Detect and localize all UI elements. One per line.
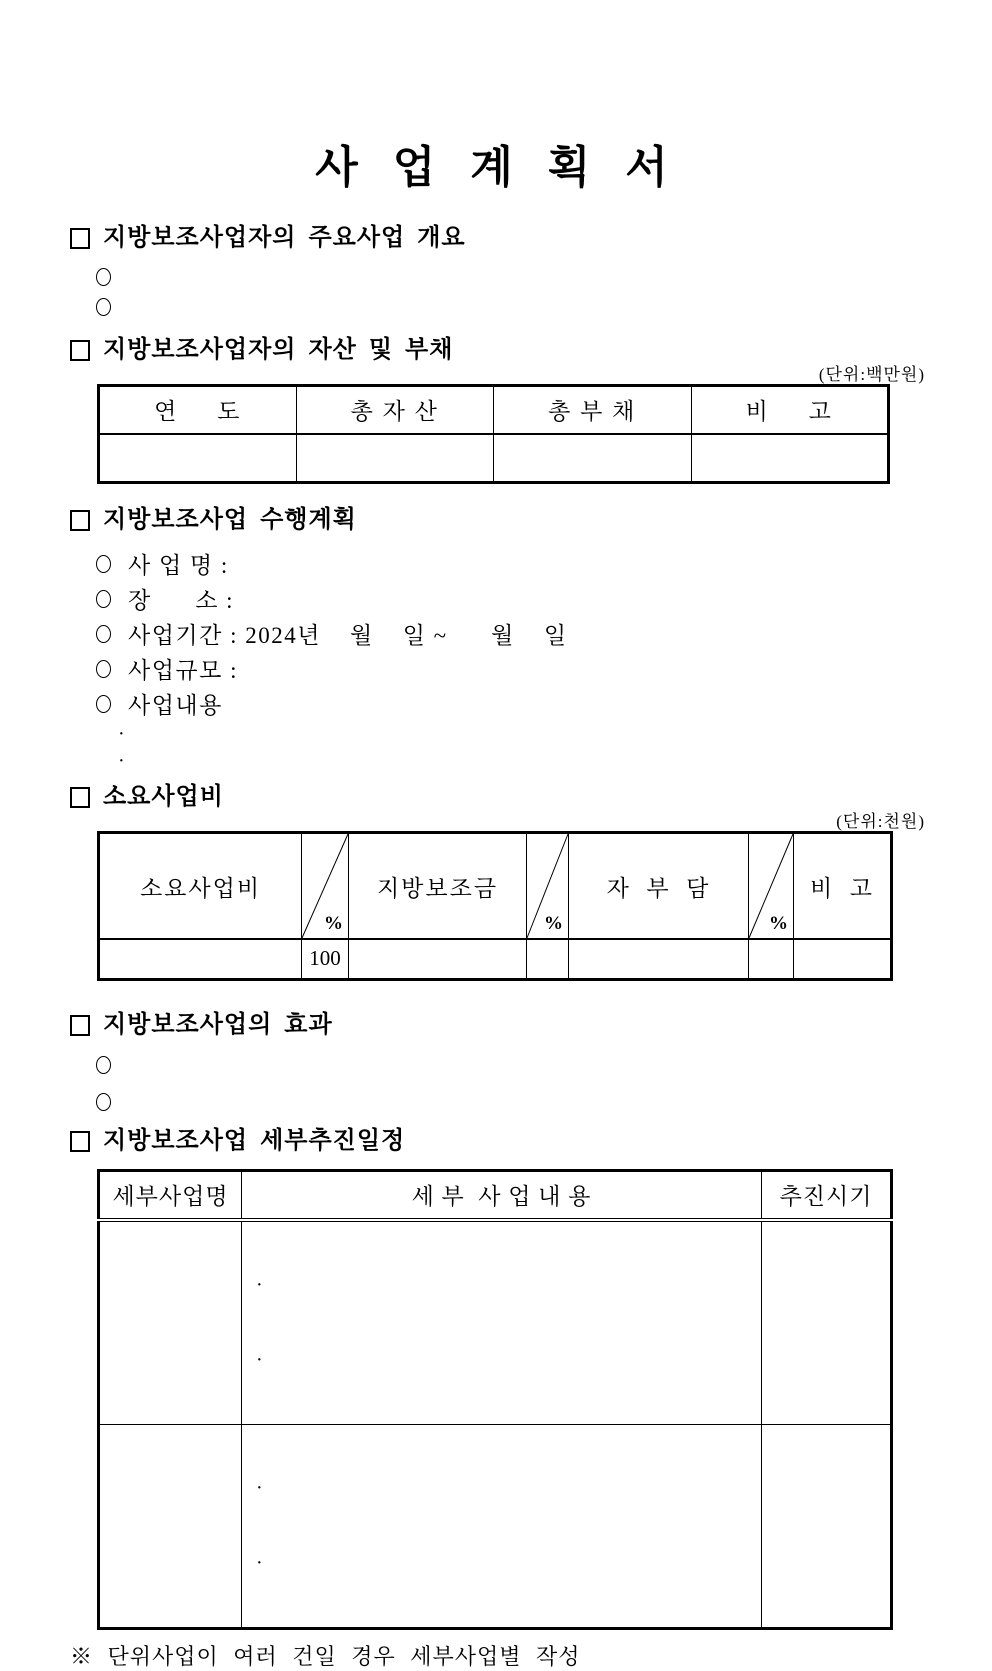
plan-item-period[interactable]: [70, 616, 925, 651]
plan-item-place-label: 장 소 :: [128, 588, 235, 613]
square-checkbox-icon: [70, 340, 90, 361]
schedule-table-row-1: [99, 1220, 892, 1425]
budget-header-own-funds: 자 부 담: [569, 833, 749, 940]
circle-bullet-icon: [96, 268, 111, 286]
circle-bullet-icon: [96, 555, 111, 573]
budget-cell-note[interactable]: [794, 939, 892, 979]
budget-cell-percent-2[interactable]: [527, 939, 569, 979]
footnote: ※ 단위사업이 여러 건일 경우 세부사업별 작성: [70, 1644, 581, 1669]
section-effect-label: 지방보조사업의 효과: [103, 1011, 333, 1038]
assets-unit-label: (단위:백만원): [818, 365, 925, 384]
effect-bullet-line-1[interactable]: [70, 1047, 925, 1084]
budget-cell-cost[interactable]: [99, 939, 302, 979]
schedule-cell-detail-1[interactable]: [242, 1220, 762, 1425]
plan-item-content-label: 사업내용: [128, 693, 223, 718]
assets-cell-total-debt[interactable]: [494, 434, 692, 483]
plan-item-period-label: 사업기간 : 2024년 월 일 ~ 월 일: [128, 623, 568, 648]
section-budget-heading: [70, 783, 925, 811]
assets-header-total-debt: 총 부 채: [494, 386, 692, 434]
schedule-cell-subname-1[interactable]: [99, 1220, 242, 1425]
schedule-table-row-2: [99, 1425, 892, 1629]
schedule-cell-subname-2[interactable]: [99, 1425, 242, 1629]
budget-cell-own-funds[interactable]: [569, 939, 749, 979]
budget-header-subsidy: 지방보조금: [349, 833, 527, 940]
section-schedule-label: 지방보조사업 세부추진일정: [103, 1127, 406, 1154]
square-checkbox-icon: [70, 510, 90, 531]
plan-item-name[interactable]: [70, 546, 925, 581]
assets-cell-year[interactable]: [99, 434, 297, 483]
page-title: 사 업 계 획 서: [315, 143, 680, 192]
assets-header-total-assets: 총 자 산: [296, 386, 494, 434]
plan-content-dot-2[interactable]: [70, 748, 925, 775]
section-budget-label: 소요사업비: [103, 784, 224, 810]
overview-bullet-line-1[interactable]: [70, 262, 925, 292]
circle-bullet-icon: [96, 590, 111, 608]
effect-bullet-line-2[interactable]: [70, 1084, 925, 1121]
circle-bullet-icon: [96, 625, 111, 643]
middle-dot-icon: ·: [256, 1274, 263, 1296]
schedule-table-header-row: [99, 1170, 892, 1220]
square-checkbox-icon: [70, 787, 90, 808]
percent-sign: %: [769, 913, 788, 934]
middle-dot-icon: ·: [256, 1552, 263, 1574]
percent-sign: %: [544, 913, 563, 934]
budget-cell-percent-1[interactable]: 100: [302, 939, 349, 979]
middle-dot-icon: ·: [118, 750, 125, 772]
plan-item-place[interactable]: [70, 581, 925, 616]
assets-cell-note[interactable]: [691, 434, 889, 483]
assets-header-note: 비 고: [691, 386, 889, 434]
section-assets-label: 지방보조사업자의 자산 및 부채: [103, 337, 454, 363]
schedule-header-subname: 세부사업명: [99, 1170, 242, 1220]
middle-dot-icon: ·: [118, 723, 125, 745]
section-overview-heading: [70, 224, 925, 252]
budget-header-cost: 소요사업비: [99, 833, 302, 940]
plan-item-scale-label: 사업규모 :: [128, 658, 239, 683]
schedule-cell-timing-2[interactable]: [762, 1425, 892, 1629]
budget-header-note: 비 고: [794, 833, 892, 940]
budget-table-header-row: [99, 833, 892, 940]
middle-dot-icon: ·: [256, 1477, 263, 1499]
circle-bullet-icon: [96, 660, 111, 678]
section-plan-heading: [70, 506, 925, 534]
plan-item-name-label: 사 업 명 :: [128, 553, 229, 578]
budget-table: [97, 831, 893, 981]
section-effect-heading: [70, 1011, 925, 1039]
circle-bullet-icon: [96, 1093, 111, 1111]
overview-bullet-line-2[interactable]: [70, 292, 925, 322]
budget-cell-percent-3[interactable]: [749, 939, 794, 979]
circle-bullet-icon: [96, 298, 111, 316]
assets-cell-total-assets[interactable]: [296, 434, 494, 483]
square-checkbox-icon: [70, 1015, 90, 1036]
plan-item-content[interactable]: [70, 686, 925, 721]
middle-dot-icon: ·: [256, 1349, 263, 1371]
section-overview-label: 지방보조사업자의 주요사업 개요: [103, 225, 466, 251]
schedule-cell-detail-2[interactable]: [242, 1425, 762, 1629]
budget-table-data-row: [99, 939, 892, 979]
section-schedule-heading: [70, 1127, 925, 1155]
budget-header-percent-3: [749, 833, 794, 940]
section-assets-heading: [70, 336, 925, 364]
plan-content-dot-1[interactable]: [70, 721, 925, 748]
schedule-table: [97, 1169, 893, 1631]
budget-header-percent-2: [527, 833, 569, 940]
circle-bullet-icon: [96, 695, 111, 713]
assets-header-year: 연 도: [99, 386, 297, 434]
square-checkbox-icon: [70, 228, 90, 249]
budget-header-percent-1: [302, 833, 349, 940]
schedule-header-detail: 세 부 사 업 내 용: [242, 1170, 762, 1220]
plan-item-scale[interactable]: [70, 651, 925, 686]
schedule-header-timing: 추진시기: [762, 1170, 892, 1220]
schedule-cell-timing-1[interactable]: [762, 1220, 892, 1425]
assets-table-data-row: [99, 434, 889, 483]
square-checkbox-icon: [70, 1131, 90, 1152]
assets-liabilities-table: [97, 384, 890, 484]
budget-unit-label: (단위:천원): [836, 812, 925, 831]
budget-cell-subsidy[interactable]: [349, 939, 527, 979]
percent-sign: %: [324, 913, 343, 934]
assets-table-header-row: [99, 386, 889, 434]
circle-bullet-icon: [96, 1056, 111, 1074]
section-plan-label: 지방보조사업 수행계획: [103, 507, 357, 533]
